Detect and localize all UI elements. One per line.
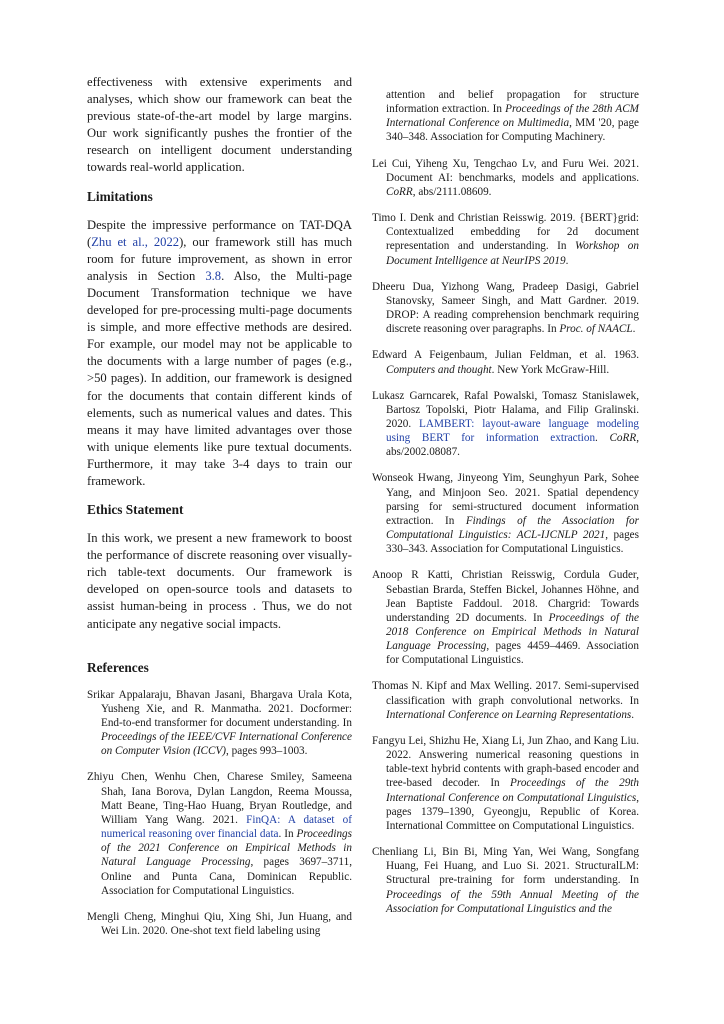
ref-text: Zhiyu Chen, Wenhu Chen, Charese Smiley, Sameena Shah, Iana Borova, Dylan Langdon, Reema Moussa, Matt Beane, Ting-Hao Huang, Bryan Routledge, and William Yang Wang. 2021.: [87, 771, 352, 826]
ref-text: Mengli Cheng, Minghui Qiu, Xing Shi, Jun Huang, and Wei Lin. 2020. One-shot text field labeling using: [87, 910, 352, 937]
ref-venue: CoRR: [609, 432, 637, 445]
lambert-link[interactable]: LAMBERT: layout-aware language modeling using BERT for information extraction: [386, 417, 640, 445]
citation-link-zhu[interactable]: Zhu et al., 2022: [91, 234, 180, 249]
ethics-heading: Ethics Statement: [87, 502, 184, 518]
limitations-paragraph: [87, 217, 352, 491]
ref-text: Chenliang Li, Bin Bi, Ming Yan, Wei Wang, Songfang Huang, Fei Huang, and Luo Si. 2021. StructuralLM: Structural pre-training for form understanding. In: [372, 846, 639, 887]
reference-dua: [372, 280, 639, 337]
reference-cheng-continued: [372, 88, 639, 145]
reference-chen: [87, 770, 352, 897]
ref-text: Dheeru Dua, Yizhong Wang, Pradeep Dasigi, Gabriel Stanovsky, Sameer Singh, and Matt Gardner. 2019. DROP: A reading comprehension benchmark requiring discrete reasoning over paragraphs. In: [372, 280, 639, 336]
left-column: [87, 74, 352, 938]
ref-text: , pages 3697–3711, Online and Punta Cana, Dominican Republic. Association for Computational Linguistics.: [101, 856, 352, 897]
ref-text: , abs/2002.08087.: [386, 432, 639, 459]
ref-text: Srikar Appalaraju, Bhavan Jasani, Bhargava Urala Kota, Yusheng Xie, and R. Manmatha. 2021. Docformer: End-to-end transformer for document understanding. In: [87, 688, 352, 729]
ref-venue: Workshop on Document Intelligence at NeurIPS 2019: [386, 240, 639, 267]
ref-venue: Proceedings of the 28th ACM International Conference on Multimedia: [386, 103, 639, 130]
finqa-link[interactable]: FinQA: A dataset of numerical reasoning over financial data: [101, 813, 352, 841]
ref-venue: Proceedings of the 2018 Conference on Empirical Methods in Natural Language Processing: [386, 611, 639, 653]
limitations-text: . Also, the Multi-page Document Transformation technique we have developed for pre-processing multi-page documents is simple, and more effective methods are desired. For example, our model may not be applicable to the documents with a large number of pages (e.g., >50 pages). In addition, our framework is designed for the documents that contain different kinds of elements, such as numerical values and dates. This means it may have limited advantages over those with unique elements like pure textual documents. Furthermore, it may take 3-4 days to train our framework.: [87, 268, 352, 488]
limitations-text: Despite the impressive performance on TAT-DQA (: [87, 217, 352, 249]
ref-text: , MM '20, page 340–348. Association for Computing Machinery.: [386, 117, 639, 144]
reference-kipf: [372, 679, 639, 721]
ref-venue: Proceedings of the 29th International Conference on Computational Linguistics: [386, 777, 639, 804]
intro-paragraph: effectiveness with extensive experiments and analyses, which show our framework can beat the previous state-of-the-art model by large margins. Our work significantly pushes the frontier of the research on intelligent document understanding towards real-world application.: [87, 75, 352, 175]
section-ref-link[interactable]: 3.8: [205, 268, 222, 283]
ref-text: , pages 330–343. Association for Computational Linguistics.: [386, 529, 639, 556]
limitations-text: ), our framework still has much room for future improvement, as shown in error analysis in Section: [87, 234, 352, 283]
ref-venue: Proceedings of the 59th Annual Meeting of the Association for Computational Linguistics and the: [386, 888, 639, 915]
ref-text: attention and belief propagation for structure information extraction. In: [386, 89, 639, 116]
ref-venue: Proceedings of the 2021 Conference on Empirical Methods in Natural Language Processing: [101, 828, 352, 869]
ref-text: Lukasz Garncarek, Rafal Powalski, Tomasz Stanislawek, Bartosz Topolski, Piotr Halama, and Filip Gralinski. 2020.: [372, 389, 639, 430]
reference-lei: [372, 734, 639, 833]
ref-text: Anoop R Katti, Christian Reisswig, Cordula Guder, Sebastian Brarda, Steffen Bickel, Johannes Höhne, and Jean Baptiste Faddoul. 2018. Chargrid: Towards understanding 2D documents. In: [372, 569, 639, 624]
ref-venue: Computers and thought: [386, 363, 492, 376]
references-heading: References: [87, 659, 149, 675]
reference-appalaraju: [87, 688, 352, 759]
reference-katti: [372, 568, 639, 667]
ref-text: Timo I. Denk and Christian Reisswig. 2019. {BERT}grid: Contextualized embedding for 2d document representation and understanding. In: [372, 212, 639, 253]
reference-hwang: [372, 471, 639, 556]
reference-li: [372, 845, 639, 916]
ref-text: Thomas N. Kipf and Max Welling. 2017. Semi-supervised classification with graph convolutional networks. In: [372, 680, 639, 707]
reference-cui: [372, 157, 639, 199]
ref-venue: Findings of the Association for Computational Linguistics: ACL-IJCNLP 2021: [386, 514, 639, 542]
ref-text: , pages 4459–4469. Association for Computational Linguistics.: [386, 640, 639, 667]
reference-denk: [372, 211, 639, 268]
ref-text: , pages 1379–1390, Gyeongju, Republic of Korea. International Committee on Computational Linguistics.: [386, 791, 639, 832]
reference-cheng: [87, 910, 352, 938]
ref-text: Fangyu Lei, Shizhu He, Xiang Li, Jun Zhao, and Kang Liu. 2022. Answering numerical reasoning questions in table-text hybrid contents with graph-based encoder and tree-based decoder. In: [372, 734, 639, 790]
reference-feigenbaum: [372, 348, 639, 376]
ref-text: Wonseok Hwang, Jinyeong Yim, Seunghyun Park, Sohee Yang, and Minjoon Seo. 2021. Spatial dependency parsing for semi-structured document information extraction. In: [372, 472, 639, 527]
ref-text: , abs/2111.08609.: [412, 185, 492, 198]
ref-venue: Proc. of NAACL: [559, 323, 633, 336]
ref-text: .: [565, 254, 569, 267]
ref-text: Lei Cui, Yiheng Xu, Tengchao Lv, and Furu Wei. 2021. Document AI: benchmarks, models and applications.: [372, 157, 639, 184]
reference-garncarek: [372, 389, 639, 460]
ref-text: . In: [278, 828, 297, 841]
right-column: [372, 74, 639, 916]
ref-text: Edward A Feigenbaum, Julian Feldman, et al. 1963.: [372, 349, 639, 362]
ref-text: , pages 993–1003.: [226, 745, 308, 758]
ref-text: .: [595, 432, 610, 445]
ref-text: . New York McGraw-Hill.: [491, 363, 610, 376]
ref-text: .: [632, 323, 636, 336]
ref-venue: Proceedings of the IEEE/CVF International Conference on Computer Vision (ICCV): [101, 731, 352, 758]
ref-venue: CoRR: [386, 185, 413, 198]
ref-venue: International Conference on Learning Representations: [386, 708, 632, 721]
limitations-heading: Limitations: [87, 188, 153, 204]
ethics-paragraph: In this work, we present a new framework to boost the performance of discrete reasoning over visually-rich table-text documents. Our framework is developed on open-source tools and datasets to assist human-being in process . Thus, we do not anticipate any negative social impacts.: [87, 531, 352, 631]
ref-text: .: [631, 708, 635, 721]
